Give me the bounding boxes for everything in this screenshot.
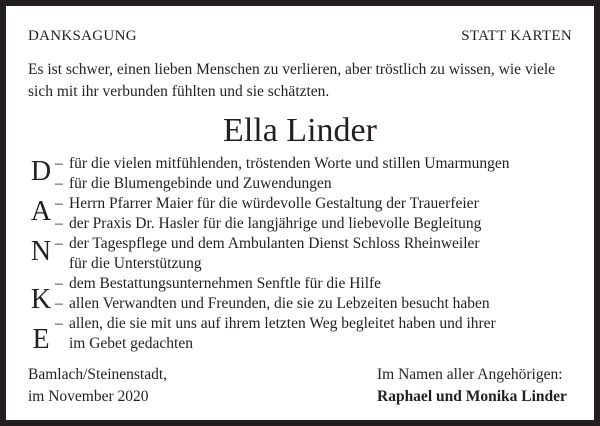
obituary-card: [6, 6, 594, 420]
place: Bamlach/Steinenstadt,: [28, 366, 168, 383]
thanks-item-text: für die Unterstützung: [69, 255, 202, 272]
thanks-item-text: allen Verwandten und Freunden, die sie zu Lebzeiten besucht haben: [69, 295, 490, 312]
intro-line-1: Es ist schwer, einen lieben Menschen zu verlieren, aber tröstlich zu wissen, wie viele: [28, 61, 556, 78]
thanks-item-text: Herrn Pfarrer Maier für die würdevolle Gestaltung der Trauerfeier: [69, 195, 479, 212]
dash-bullet: –: [55, 315, 63, 332]
thanks-item: [55, 274, 382, 294]
danke-letter-e: E: [32, 324, 50, 355]
thanks-item: [55, 214, 482, 234]
thanks-item-text: der Tagespflege und dem Ambulanten Dienst Schloss Rheinweiler: [69, 235, 480, 252]
thanks-item: [55, 154, 510, 174]
heading-statt-karten: STATT KARTEN: [461, 28, 572, 44]
thanks-item-text: der Praxis Dr. Hasler für die langjährige und liebevolle Begleitung: [69, 215, 482, 232]
thanks-item-text: für die vielen mitfühlenden, tröstenden Worte und stillen Umarmungen: [69, 155, 510, 172]
on-behalf-label: Im Namen aller Angehörigen:: [377, 366, 563, 383]
intro-line-2: sich mit ihr verbunden fühlten und sie schätzten.: [28, 83, 330, 100]
signatories: Raphael und Monika Linder: [377, 388, 567, 405]
dash-bullet: –: [55, 275, 63, 292]
thanks-item-text: allen, die sie mit uns auf ihrem letzten Weg begleitet haben und ihrer: [69, 315, 496, 332]
thanks-item: [55, 174, 332, 194]
place-and-date: [28, 364, 167, 408]
danke-letter-k: K: [30, 284, 52, 315]
dash-bullet: –: [55, 235, 63, 252]
thanks-item-text: für die Blumengebinde und Zuwendungen: [69, 175, 332, 192]
thanks-item-text: dem Bestattungsunternehmen Senftle für die Hilfe: [69, 275, 382, 292]
dash-bullet: –: [55, 195, 63, 212]
dash-bullet: –: [55, 295, 63, 312]
deceased-name: Ella Linder: [223, 112, 377, 149]
thanks-item-continuation: [69, 334, 193, 354]
heading-danksagung: DANKSAGUNG: [28, 28, 137, 44]
thanks-item: [55, 294, 490, 314]
signature-block: [377, 364, 567, 408]
dash-bullet: –: [55, 175, 63, 192]
intro-text: [28, 59, 578, 103]
thanks-item-continuation: [69, 254, 202, 274]
dash-bullet: –: [55, 215, 63, 232]
thanks-item: [55, 234, 480, 254]
thanks-item: [55, 194, 479, 214]
thanks-item-text: im Gebet gedachten: [69, 335, 193, 352]
danke-letter-d: D: [30, 156, 52, 187]
date: im November 2020: [28, 388, 149, 405]
thanks-item: [55, 314, 496, 334]
danke-letter-n: N: [30, 236, 52, 267]
danke-letter-a: A: [30, 196, 52, 227]
dash-bullet: –: [55, 155, 63, 172]
